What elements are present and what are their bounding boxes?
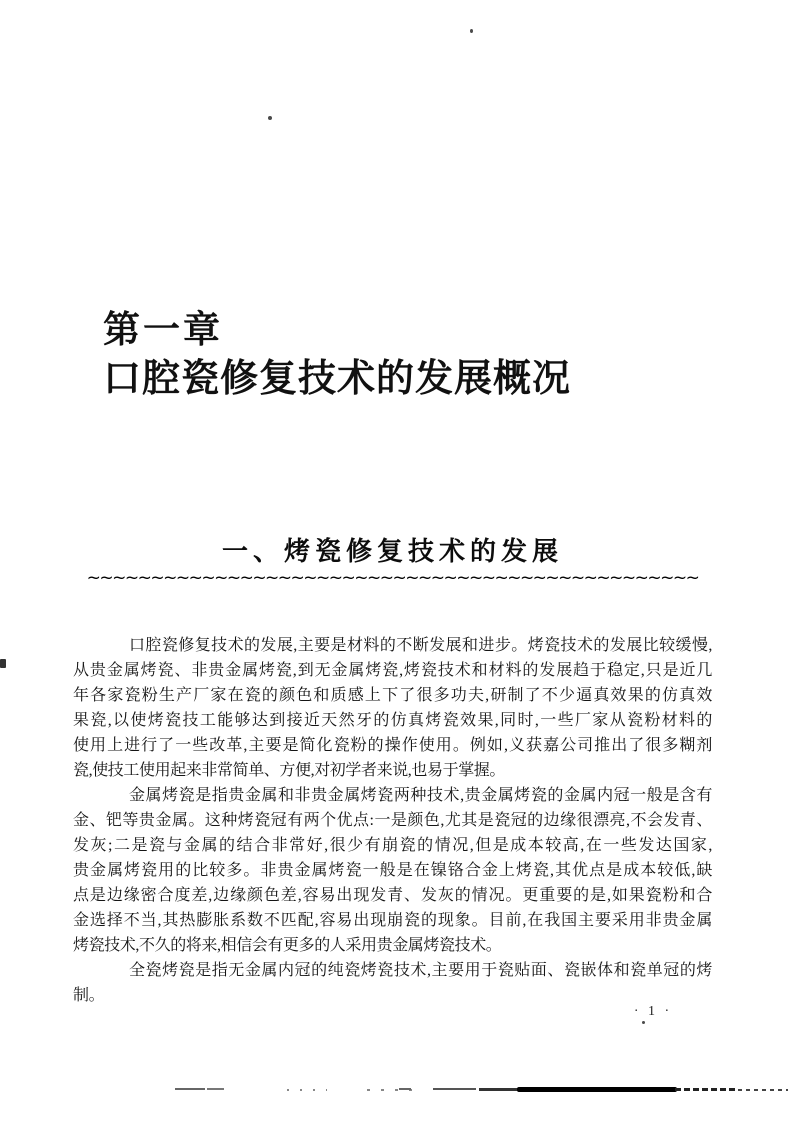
body-line: 瓷,使技工使用起来非常简单、方便,对初学者来说,也易于掌握。	[73, 762, 506, 779]
body-line: 烤瓷技术,不久的将来,相信会有更多的人采用贵金属烤瓷技术。	[73, 937, 502, 954]
body-line: 金属烤瓷是指贵金属和非贵金属烤瓷两种技术,贵金属烤瓷的金属内冠一般是含有	[129, 787, 712, 804]
body-line: 年各家瓷粉生产厂家在瓷的颜色和质感上下了很多功夫,研制了不少逼真效果的仿真效	[73, 687, 712, 704]
scan-speck	[268, 116, 272, 120]
section-heading: 一、烤瓷修复技术的发展	[221, 537, 563, 566]
scan-speck	[642, 1021, 645, 1024]
body-line: 点是边缘密合度差,边缘颜色差,容易出现发青、发灰的情况。更重要的是,如果瓷粉和合	[73, 887, 712, 904]
scan-speck	[470, 29, 473, 33]
body-line: 全瓷烤瓷是指无金属内冠的纯瓷烤瓷技术,主要用于瓷贴面、瓷嵌体和瓷单冠的烤	[129, 962, 712, 979]
chapter-number: 第一章	[103, 309, 223, 350]
body-line: 发灰;二是瓷与金属的结合非常好,很少有崩瓷的情况,但是成本较高,在一些发达国家,	[73, 837, 712, 854]
page-number: · 1 ·	[633, 1004, 673, 1019]
scan-speck	[0, 659, 6, 668]
body-line: 从贵金属烤瓷、非贵金属烤瓷,到无金属烤瓷,烤瓷技术和材料的发展趋于稳定,只是近几	[73, 662, 712, 679]
body-line: 金选择不当,其热膨胀系数不匹配,容易出现崩瓷的现象。目前,在我国主要采用非贵金属	[73, 912, 712, 929]
decorative-squiggle-rule: ~~~~~~~~~~~~~~~~~~~~~~~~~~~~~~~~~~~~~~~~~~~~~~~~	[86, 571, 699, 585]
body-line: 口腔瓷修复技术的发展,主要是材料的不断发展和进步。烤瓷技术的发展比较缓慢,	[129, 637, 712, 654]
body-line: 贵金属烤瓷用的比较多。非贵金属烤瓷一般是在镍铬合金上烤瓷,其优点是成本较低,缺	[73, 862, 712, 879]
chapter-title: 口腔瓷修复技术的发展概况	[103, 358, 572, 400]
body-line: 使用上进行了一些改革,主要是简化瓷粉的操作使用。例如,义获嘉公司推出了很多糊剂	[73, 737, 712, 754]
body-text	[73, 633, 712, 1008]
body-line: 果瓷,以使烤瓷技工能够达到接近天然牙的仿真烤瓷效果,同时,一些厂家从瓷粉材料的	[73, 712, 712, 729]
body-line: 制。	[73, 987, 105, 1004]
section-heading-block	[73, 536, 712, 585]
body-line: 金、钯等贵金属。这种烤瓷冠有两个优点:一是颜色,尤其是瓷冠的边缘很漂亮,不会发青、	[73, 812, 712, 829]
